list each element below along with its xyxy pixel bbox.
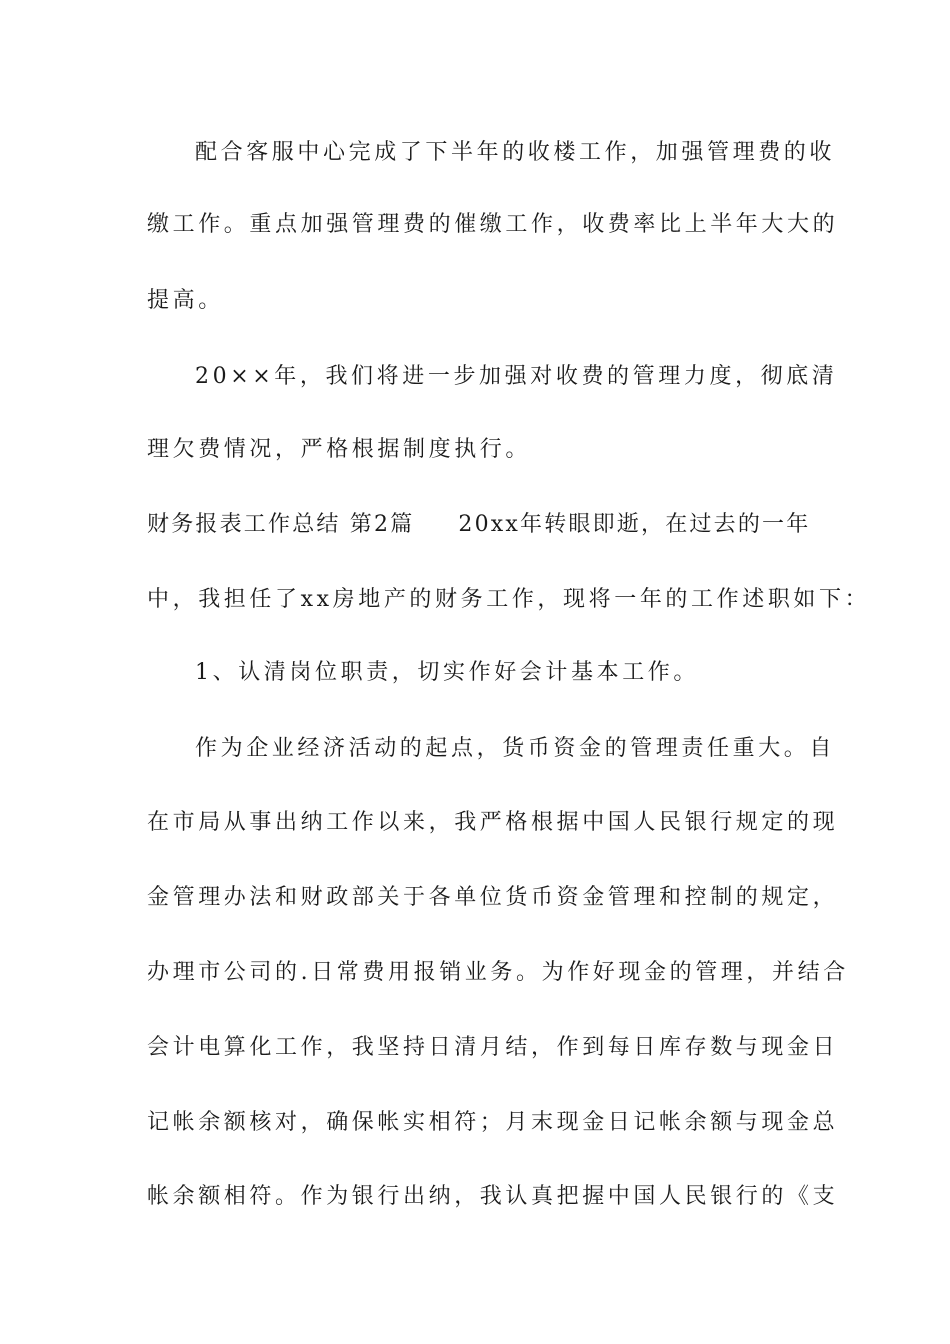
section-title: 财务报表工作总结 第2篇: [147, 512, 415, 537]
paragraph-3-line-2: 在市局从事出纳工作以来，我严格根据中国人民银行规定的现: [147, 810, 839, 835]
paragraph-1-line-1: 配合客服中心完成了下半年的收楼工作，加强管理费的收: [195, 140, 836, 165]
paragraph-2-line-1: 20××年，我们将进一步加强对收费的管理力度，彻底清: [195, 364, 838, 389]
paragraph-1-line-3: 提高。: [147, 288, 224, 313]
list-item-1: 1、认清岗位职责，切实作好会计基本工作。: [195, 660, 699, 685]
paragraph-3-line-5: 会计电算化工作，我坚持日清月结，作到每日库存数与现金日: [147, 1035, 839, 1060]
paragraph-1-line-2: 缴工作。重点加强管理费的催缴工作，收费率比上半年大大的: [147, 212, 839, 237]
paragraph-2-line-2: 理欠费情况，严格根据制度执行。: [147, 437, 532, 462]
section-intro-line-2: 中，我担任了xx房地产的财务工作，现将一年的工作述职如下：: [147, 587, 871, 612]
paragraph-3-line-4: 办理市公司的.日常费用报销业务。为作好现金的管理，并结合: [147, 960, 849, 985]
paragraph-3-line-3: 金管理办法和财政部关于各单位货币资金管理和控制的规定，: [147, 885, 839, 910]
paragraph-3-line-7: 帐余额相符。作为银行出纳，我认真把握中国人民银行的《支: [147, 1184, 839, 1209]
section-intro-start: 20xx年转眼即逝，在过去的一年: [458, 512, 811, 537]
section-heading-line: [147, 510, 811, 540]
paragraph-3-line-1: 作为企业经济活动的起点，货币资金的管理责任重大。自: [195, 736, 836, 761]
paragraph-3-line-6: 记帐余额核对，确保帐实相符；月末现金日记帐余额与现金总: [147, 1110, 839, 1135]
